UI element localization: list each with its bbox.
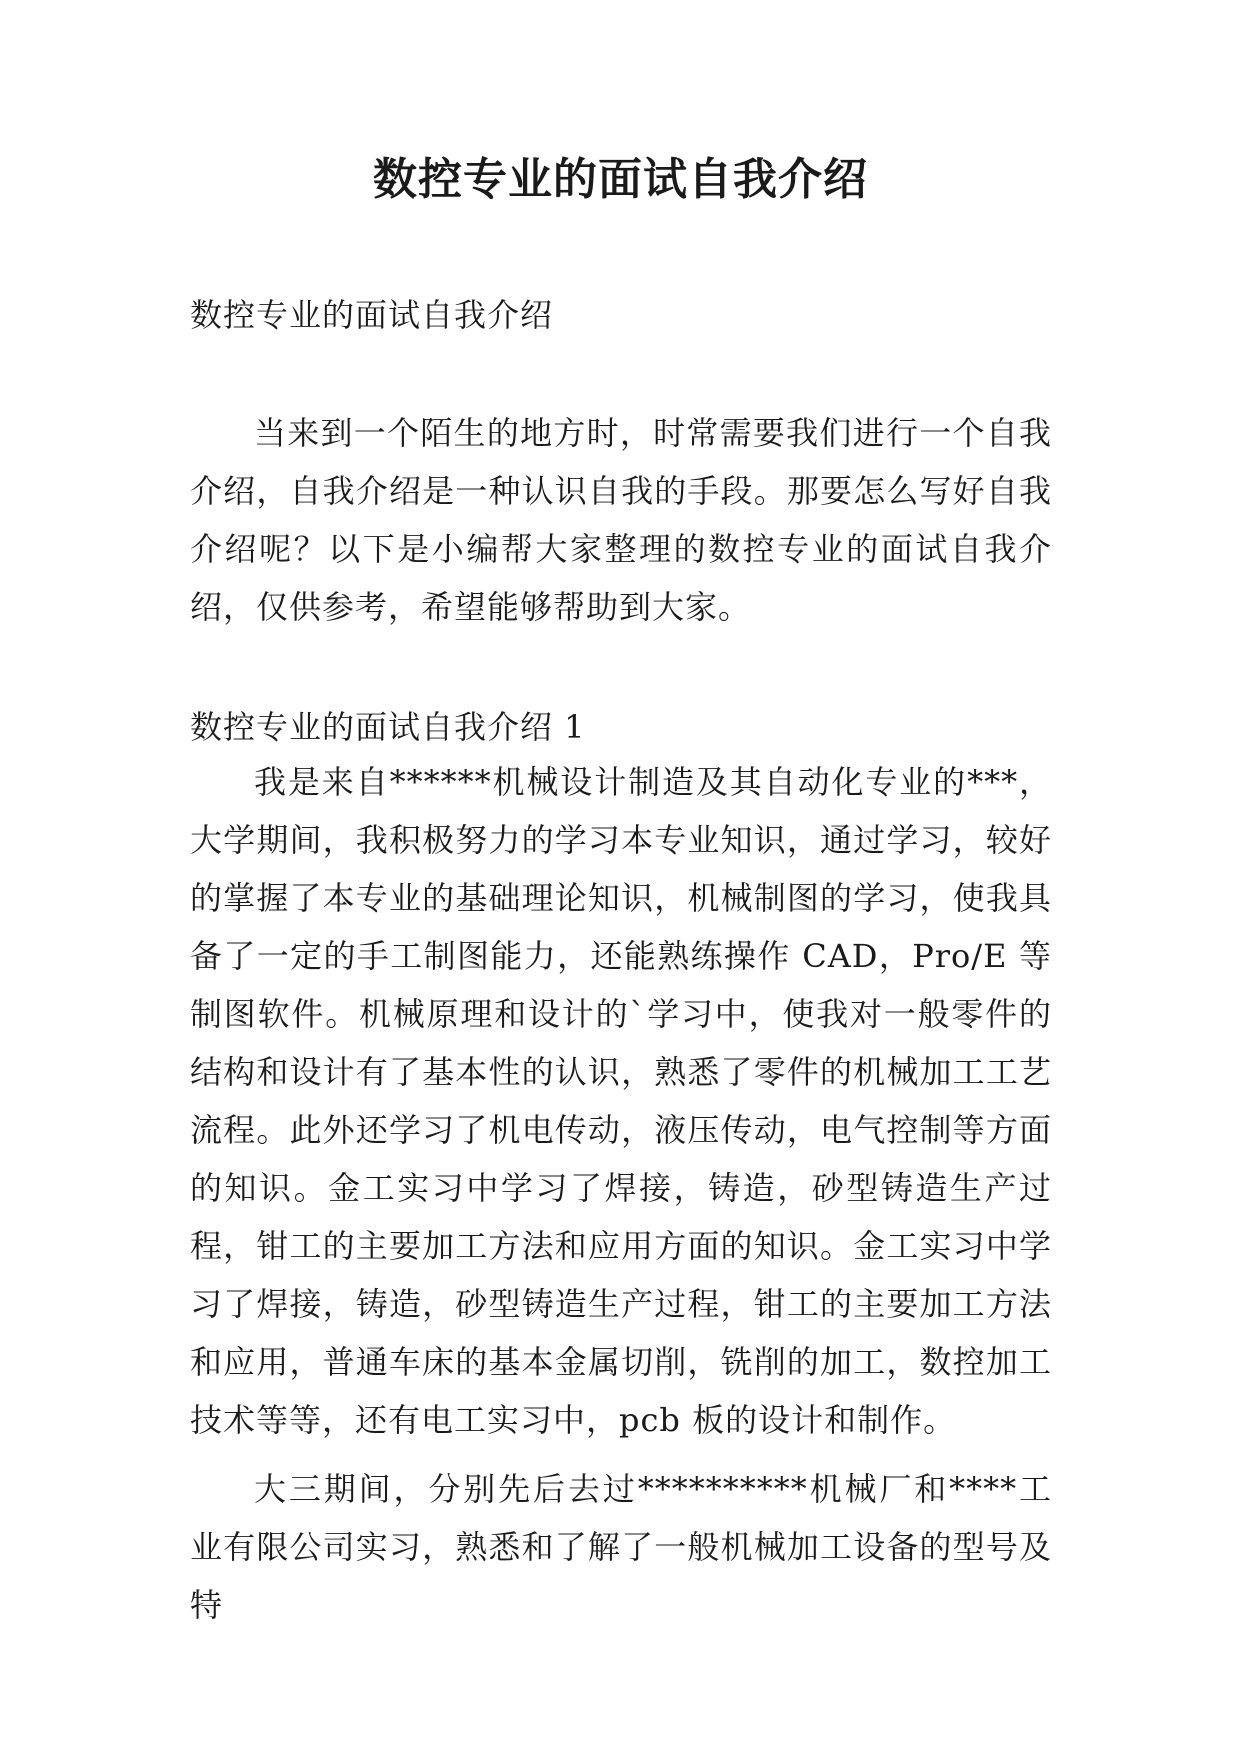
section-heading: 数控专业的面试自我介绍 1 <box>190 708 586 746</box>
body-paragraph-2: 大三期间，分别先后去过**********机械厂和****工业有限公司实习，熟悉和了解了一般机械加工设备的型号及特 <box>190 1470 1052 1624</box>
document-title: 数控专业的面试自我介绍 <box>373 154 868 205</box>
intro-paragraph: 当来到一个陌生的地方时，时常需要我们进行一个自我介绍，自我介绍是一种认识自我的手段。那要怎么写好自我介绍呢？以下是小编帮大家整理的数控专业的面试自我介绍，仅供参考，希望能够帮助到大家。 <box>190 414 1052 626</box>
document-subtitle: 数控专业的面试自我介绍 <box>190 296 554 334</box>
body-paragraph-1: 我是来自******机械设计制造及其自动化专业的***，大学期间，我积极努力的学习本专业知识，通过学习，较好的掌握了本专业的基础理论知识，机械制图的学习，使我具备了一定的手工制图能力，还能熟练操作 CAD，Pro/E 等制图软件。机械原理和设计的`学习中，使我对一般零件的结构和设计有了基本性的认识，熟悉了零件的机械加工工艺流程。此外还学习了机电传动，液压传动，电气控制等方面的知识。金工实习中学习了焊接，铸造，砂型铸造生产过程，钳工的主要加工方法和应用方面的知识。金工实习中学习了焊接，铸造，砂型铸造生产过程，钳工的主要加工方法和应用，普通车床的基本金属切削，铣削的加工，数控加工技术等等，还有电工实习中，pcb 板的设计和制作。 <box>190 763 1052 1439</box>
